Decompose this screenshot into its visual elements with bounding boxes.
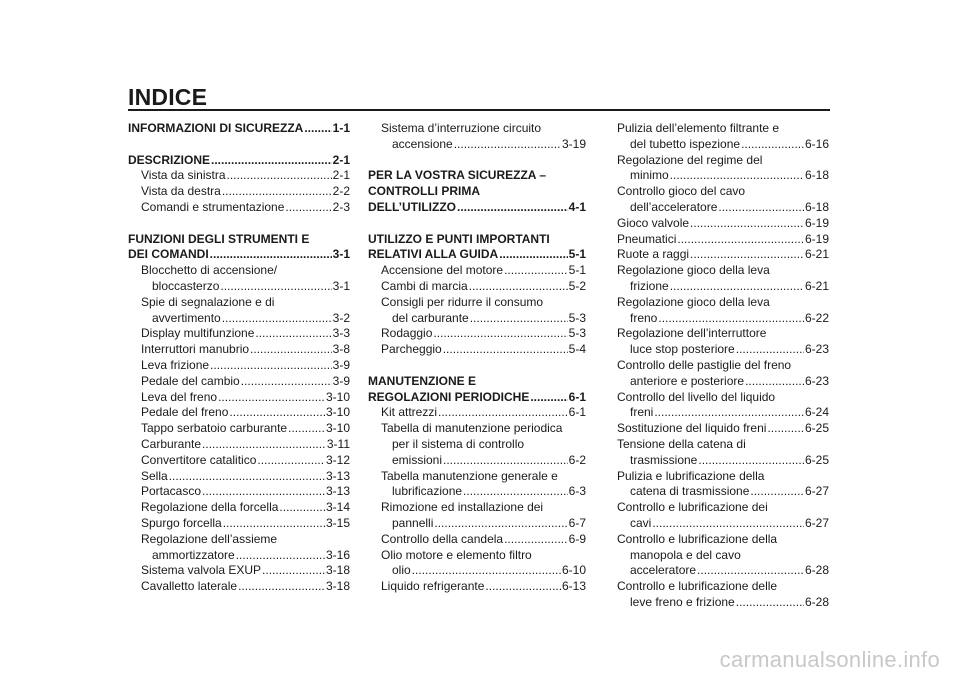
toc-section-heading: FUNZIONI DEGLI STRUMENTI E [128,231,310,246]
toc-entry-guida[interactable]: RELATIVI ALLA GUIDA ..... 5-1 [368,247,586,263]
toc-entry[interactable]: cavi ..... 6-27 [617,516,829,532]
toc-entry[interactable]: Vista da destra ..... 2-2 [128,184,350,200]
toc-entry[interactable]: dell’acceleratore ..... 6-18 [617,200,829,216]
toc-section-heading: PER LA VOSTRA SICUREZZA – [368,168,547,183]
toc-entry[interactable]: Convertitore catalitico ..... 3-12 [128,453,350,469]
toc-entry[interactable]: Leva del freno ..... 3-10 [128,390,350,406]
toc-entry[interactable]: bloccasterzo ..... 3-1 [128,279,350,295]
toc-entry-text: Controllo gioco del cavo [617,184,746,199]
toc-entry[interactable]: minimo ..... 6-18 [617,168,829,184]
toc-entry[interactable]: Ruote a raggi ..... 6-21 [617,247,829,263]
toc-entry-text: Regolazione dell’assieme [141,531,278,546]
toc-entry[interactable]: del tubetto ispezione ..... 6-16 [617,137,829,153]
toc-entry[interactable]: Leva frizione ..... 3-9 [128,358,350,374]
page-title: INDICE [128,84,208,110]
toc-entry[interactable]: leve freno e frizione ..... 6-28 [617,595,829,611]
toc-entry-text: per il sistema di controllo [392,436,525,451]
toc-entry-text: Rimozione ed installazione dei [381,500,544,515]
toc-entry[interactable]: freno ..... 6-22 [617,311,829,327]
toc-entry[interactable]: Cambi di marcia ..... 5-2 [368,279,586,295]
toc-entry-text: Tabella manutenzione generale e [381,468,558,483]
toc-section-heading: UTILIZZO E PUNTI IMPORTANTI [368,231,550,246]
toc-entry[interactable]: Display multifunzione ..... 3-3 [128,326,350,342]
toc-entry[interactable]: Regolazione della forcella ..... 3-14 [128,500,350,516]
toc-entry[interactable]: Pneumatici ..... 6-19 [617,232,829,248]
toc-entry[interactable]: Kit attrezzi ..... 6-1 [368,405,586,421]
toc-entry-text: Regolazione gioco della leva [617,263,770,278]
toc-entry[interactable]: Comandi e strumentazione ..... 2-3 [128,200,350,216]
toc-entry-text: manopola e del cavo [630,547,741,562]
toc-entry[interactable]: Sella ..... 3-13 [128,469,350,485]
toc-entry-text: Olio motore e elemento filtro [381,547,532,562]
toc-entry[interactable]: olio ..... 6-10 [368,563,586,579]
toc-entry[interactable]: Gioco valvole ..... 6-19 [617,216,829,232]
toc-column-1 [128,121,350,595]
toc-entry[interactable]: Rodaggio ..... 5-3 [368,326,586,342]
toc-entry[interactable]: Pedale del cambio ..... 3-9 [128,374,350,390]
toc-entry-text: Controllo e lubrificazione della [617,531,778,546]
title-rule [128,109,830,111]
toc-entry-text: Regolazione dell’interruttore [617,326,767,341]
toc-entry[interactable]: Sistema valvola EXUP ..... 3-18 [128,563,350,579]
toc-entry[interactable]: Pedale del freno ..... 3-10 [128,405,350,421]
toc-entry-text: Consigli per ridurre il consumo [381,294,544,309]
toc-entry[interactable]: Spurgo forcella ..... 3-15 [128,516,350,532]
toc-entry[interactable]: accensione ..... 3-19 [368,137,586,153]
toc-entry[interactable]: Tappo serbatoio carburante ..... 3-10 [128,421,350,437]
toc-entry[interactable]: Controllo della candela ..... 6-9 [368,532,586,548]
toc-entry[interactable]: lubrificazione ..... 6-3 [368,484,586,500]
toc-entry[interactable]: Carburante ..... 3-11 [128,437,350,453]
toc-section-heading: MANUTENZIONE E [368,373,476,388]
toc-entry-controlli[interactable]: DELL’UTILIZZO ..... 4-1 [368,200,586,216]
toc-entry-text: Pulizia dell’elemento filtrante e [617,121,780,135]
toc-entry[interactable]: anteriore e posteriore ..... 6-23 [617,374,829,390]
toc-entry[interactable]: Portacasco ..... 3-13 [128,484,350,500]
toc-entry-informazioni-sicurezza[interactable]: INFORMAZIONI DI SICUREZZA ..... 1-1 [128,121,350,137]
toc-entry-text: Sistema d’interruzione circuito [381,121,542,135]
toc-section-heading: CONTROLLI PRIMA [368,184,480,199]
toc-entry[interactable]: Accensione del motore ..... 5-1 [368,263,586,279]
toc-entry-text: Controllo del livello del liquido [617,389,776,404]
toc-entry-descrizione[interactable]: DESCRIZIONE ..... 2-1 [128,153,350,169]
toc-entry[interactable]: acceleratore ..... 6-28 [617,563,829,579]
toc-entry[interactable]: Parcheggio ..... 5-4 [368,342,586,358]
toc-entry-text: Tensione della catena di [617,436,746,451]
toc-entry[interactable]: frizione ..... 6-21 [617,279,829,295]
toc-entry[interactable]: catena di trasmissione ..... 6-27 [617,484,829,500]
toc-entry[interactable]: Interruttori manubrio ..... 3-8 [128,342,350,358]
toc-entry[interactable]: luce stop posteriore ..... 6-23 [617,342,829,358]
toc-entry-text: Regolazione gioco della leva [617,294,770,309]
watermark-footer: carmanualsonline.info [719,647,940,672]
toc-entry-text: Blocchetto di accensione/ [141,263,278,278]
toc-entry[interactable]: del carburante ..... 5-3 [368,311,586,327]
toc-entry-text: Spie di segnalazione e di [141,294,275,309]
toc-entry[interactable]: freni ..... 6-24 [617,405,829,421]
toc-entry[interactable]: ammortizzatore ..... 3-16 [128,548,350,564]
toc-entry-text: Pulizia e lubrificazione della [617,468,765,483]
toc-entry[interactable]: trasmissione ..... 6-25 [617,453,829,469]
toc-entry[interactable]: Cavalletto laterale ..... 3-18 [128,579,350,595]
toc-entry-text: Regolazione del regime del [617,152,763,167]
toc-entry-funzioni-comandi[interactable]: DEI COMANDI ..... 3-1 [128,247,350,263]
toc-entry-regolazioni[interactable]: REGOLAZIONI PERIODICHE ..... 6-1 [368,390,586,406]
toc-entry-text: Controllo e lubrificazione delle [617,579,778,594]
toc-entry[interactable]: emissioni ..... 6-2 [368,453,586,469]
toc-entry-text: Controllo e lubrificazione dei [617,500,768,515]
toc-entry-text: Tabella di manutenzione periodica [381,421,563,436]
toc-entry[interactable]: Liquido refrigerante ..... 6-13 [368,579,586,595]
toc-entry[interactable]: avvertimento ..... 3-2 [128,311,350,327]
toc-column-2 [368,121,586,595]
toc-entry[interactable]: Sostituzione del liquido freni ..... 6-25 [617,421,829,437]
toc-column-3 [617,121,829,611]
toc-entry[interactable]: Vista da sinistra ..... 2-1 [128,168,350,184]
toc-entry-text: Controllo delle pastiglie del freno [617,357,792,372]
toc-entry[interactable]: pannelli ..... 6-7 [368,516,586,532]
